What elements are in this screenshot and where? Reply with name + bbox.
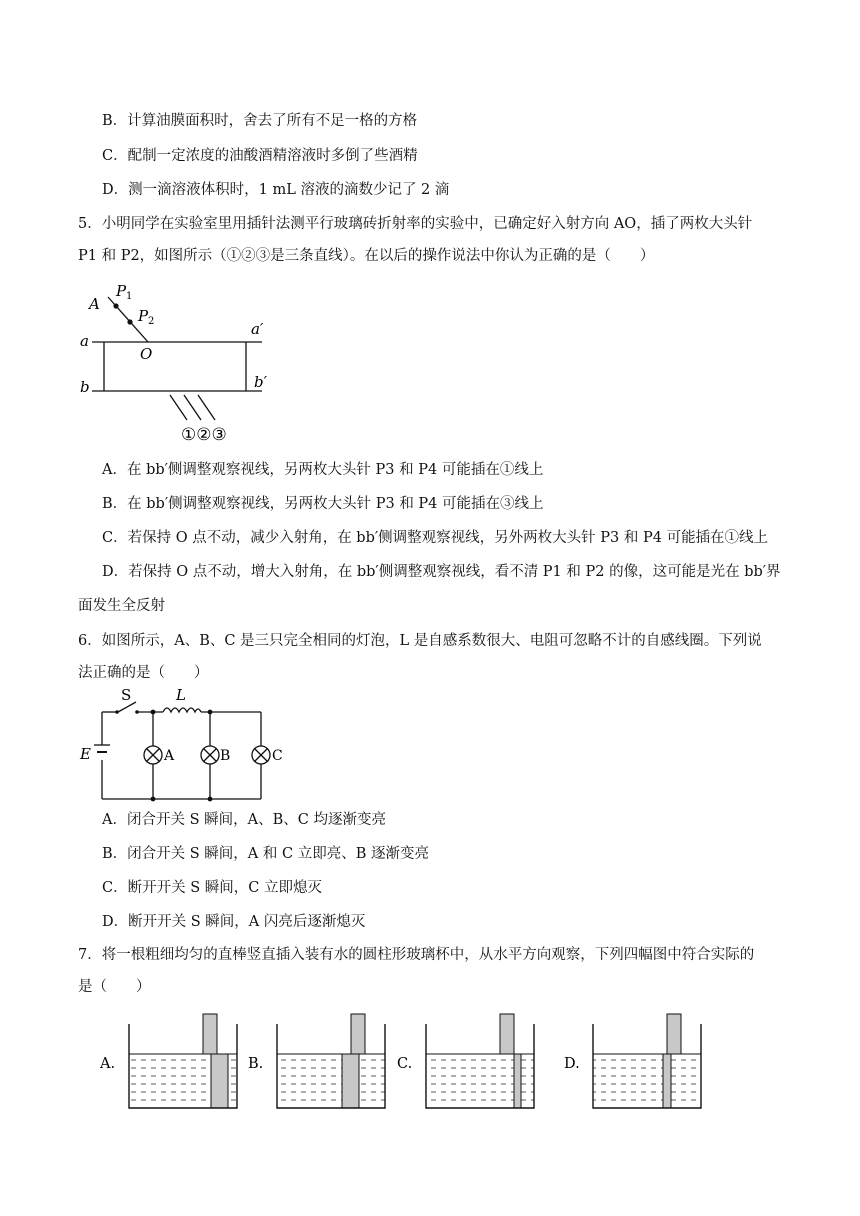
- label-switch-s: S: [121, 686, 132, 704]
- label-p1-sub: 1: [126, 291, 133, 302]
- label-bulb-a: A: [164, 748, 175, 764]
- q5-stem-line1: 5．小明同学在实验室里用插针法测平行玻璃砖折射率的实验中，已确定好入射方向 AO，插了两枚大头针: [78, 216, 753, 232]
- label-a: a: [80, 332, 89, 350]
- q7-figure-a: [129, 1014, 237, 1108]
- q5-option-a: A．在 bb′侧调整观察视线，另两枚大头针 P3 和 P4 可能插在①线上: [102, 462, 544, 478]
- q7-stem-line2: 是（ ）: [78, 979, 151, 995]
- label-inductor-l: L: [176, 686, 186, 704]
- label-lines-123: ①②③: [181, 425, 227, 445]
- q7-stem-line1: 7．将一根粗细均匀的直棒竖直插入装有水的圆柱形玻璃杯中，从水平方向观察，下列四幅图中符合实际的: [78, 947, 755, 963]
- q7-figure-c: [426, 1014, 534, 1108]
- label-p1: P: [116, 282, 127, 300]
- q6-stem-line1: 6．如图所示，A、B、C 是三只完全相同的灯泡，L 是自感系数很大、电阻可忽略不计的自感线圈。下列说: [78, 633, 762, 649]
- label-b: b: [80, 378, 90, 396]
- q6-option-c: C．断开开关 S 瞬间，C 立即熄灭: [102, 880, 322, 896]
- label-a-point: A: [89, 295, 100, 313]
- q4-option-c: C．配制一定浓度的油酸酒精溶液时多倒了些酒精: [102, 148, 418, 164]
- q7-choice-b-label: B.: [248, 1056, 264, 1072]
- q7-figure-d: [593, 1014, 701, 1108]
- q6-stem-line2: 法正确的是（ ）: [78, 665, 209, 681]
- label-bulb-c: C: [272, 748, 283, 764]
- label-bulb-b: B: [220, 748, 231, 764]
- label-a-prime: a′: [251, 320, 264, 338]
- q5-option-c: C．若保持 O 点不动，减少入射角，在 bb′侧调整观察视线，另外两枚大头针 P3 和 P4 可能插在①线上: [102, 530, 769, 546]
- q5-option-b: B．在 bb′侧调整观察视线，另两枚大头针 P3 和 P4 可能插在③线上: [102, 496, 544, 512]
- label-p2-sub: 2: [148, 316, 155, 327]
- q6-option-b: B．闭合开关 S 瞬间，A 和 C 立即亮、B 逐渐变亮: [102, 846, 429, 862]
- q4-option-b: B．计算油膜面积时，舍去了所有不足一格的方格: [102, 113, 418, 129]
- q6-option-d: D．断开开关 S 瞬间，A 闪亮后逐渐熄灭: [102, 914, 366, 930]
- q5-option-d-line1: D．若保持 O 点不动，增大入射角，在 bb′侧调整观察视线，看不清 P1 和 P2 的像，这可能是光在 bb′界: [102, 564, 781, 580]
- q5-stem-line2: P1 和 P2，如图所示（①②③是三条直线）。在以后的操作说法中你认为正确的是（ ）: [78, 248, 655, 264]
- q7-choice-a-label: A.: [100, 1056, 116, 1072]
- label-b-prime: b′: [254, 373, 268, 391]
- q5-option-d-line2: 面发生全反射: [78, 598, 165, 614]
- label-o: O: [140, 345, 153, 363]
- q7-choice-c-label: C.: [397, 1056, 413, 1072]
- label-p2: P: [138, 307, 149, 325]
- q7-choice-d-label: D.: [564, 1056, 580, 1072]
- label-battery-e: E: [80, 745, 91, 763]
- q7-figure-b: [277, 1014, 385, 1108]
- q4-option-d: D．测一滴溶液体积时，1 mL 溶液的滴数少记了 2 滴: [102, 182, 450, 198]
- q6-option-a: A．闭合开关 S 瞬间，A、B、C 均逐渐变亮: [102, 812, 386, 828]
